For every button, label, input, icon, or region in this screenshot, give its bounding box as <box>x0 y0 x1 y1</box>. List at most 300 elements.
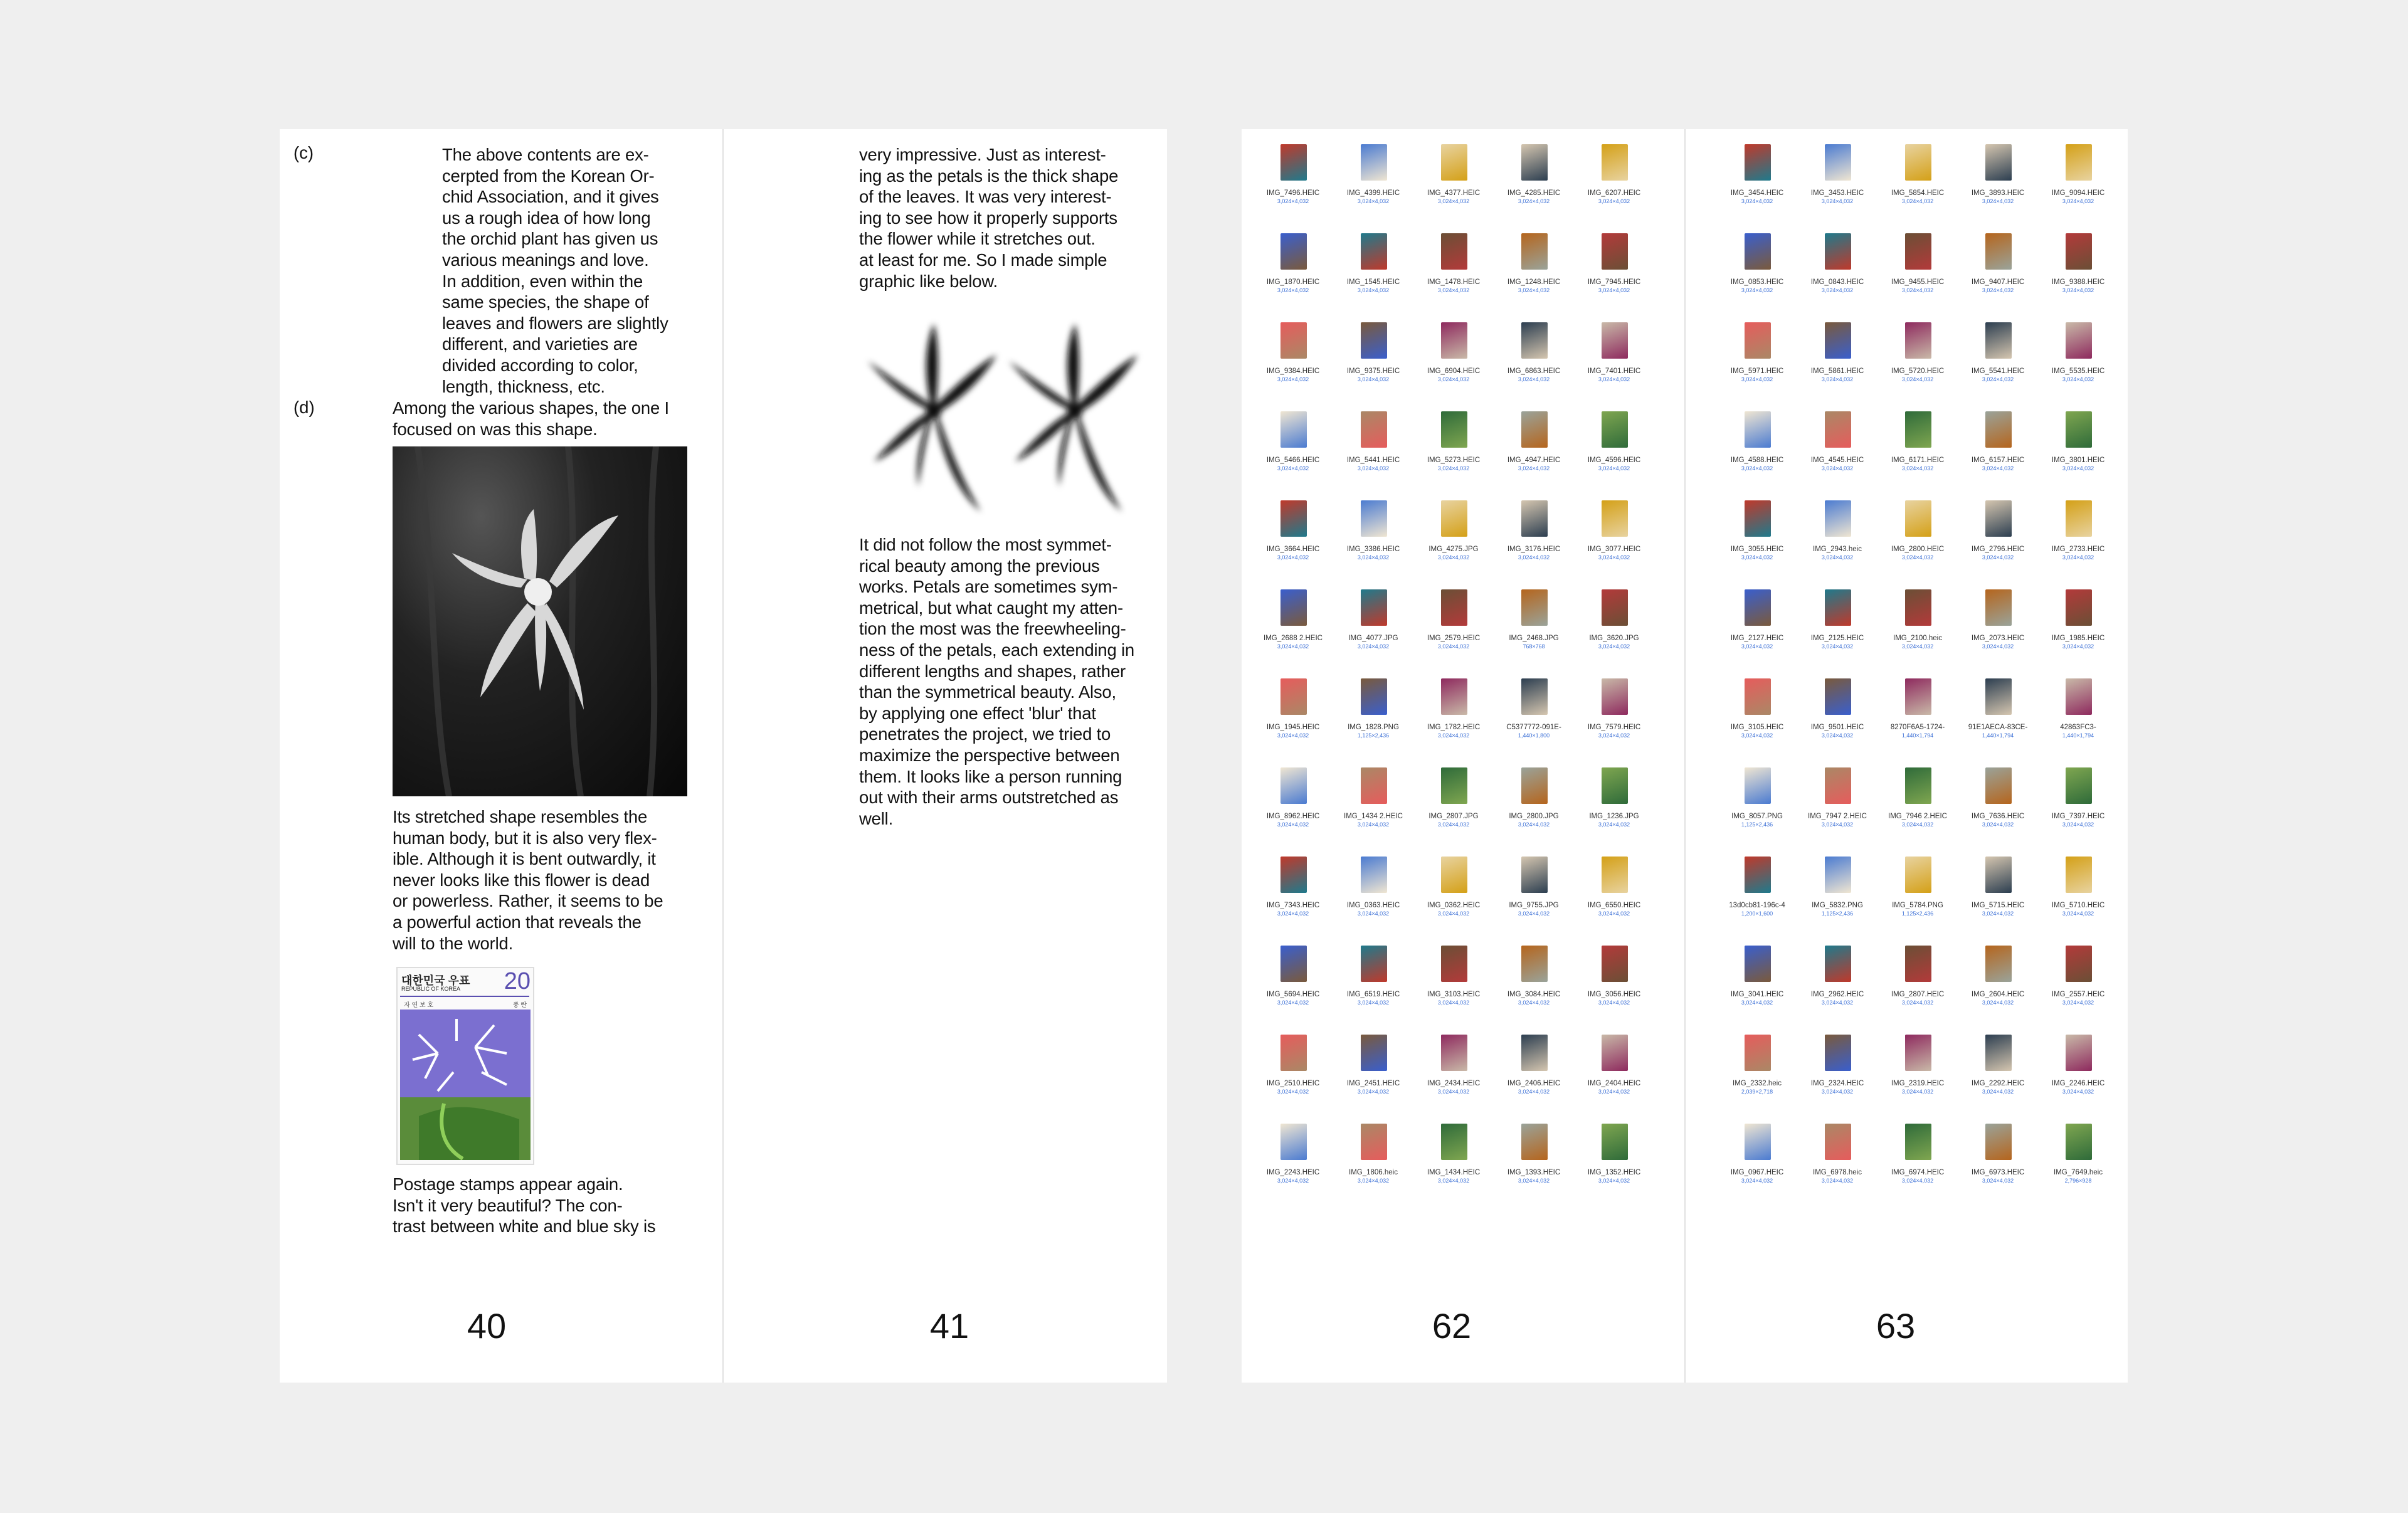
file-thumbnail[interactable] <box>1418 1032 1489 1119</box>
file-thumbnail[interactable] <box>1258 676 1328 762</box>
file-thumbnail[interactable] <box>1418 320 1489 406</box>
file-thumbnail[interactable] <box>1499 320 1569 406</box>
file-thumbnail[interactable] <box>2043 587 2113 673</box>
photo-preview <box>2066 1124 2092 1160</box>
file-dimensions: 3,024×4,032 <box>1437 732 1470 739</box>
file-name: IMG_4285.HEIC <box>1507 189 1561 197</box>
text-line: penetrates the project, we tried to <box>859 724 1111 744</box>
file-thumbnail[interactable] <box>1802 943 1872 1030</box>
photo-preview <box>1602 322 1628 359</box>
file-thumbnail[interactable] <box>1499 676 1569 762</box>
photo-preview <box>1905 589 1931 626</box>
file-thumbnail[interactable] <box>1802 676 1872 762</box>
photo-preview <box>1745 857 1771 893</box>
file-thumbnail[interactable] <box>1258 142 1328 228</box>
photo-preview <box>1521 1124 1548 1160</box>
photo-preview <box>1905 411 1931 448</box>
text-line: the flower while it stretches out. <box>859 229 1096 249</box>
file-thumbnail[interactable] <box>1963 943 2033 1030</box>
file-dimensions: 1,440×1,794 <box>1982 732 2014 739</box>
file-dimensions: 2,039×2,718 <box>1741 1089 1773 1095</box>
file-thumbnail[interactable] <box>1579 409 1649 495</box>
file-thumbnail[interactable] <box>1722 765 1792 851</box>
file-thumbnail[interactable] <box>1722 854 1792 941</box>
file-dimensions: 1,125×2,436 <box>1741 821 1773 828</box>
file-name: IMG_5535.HEIC <box>2051 367 2105 375</box>
file-thumbnail[interactable] <box>1883 676 1953 762</box>
file-dimensions: 3,024×4,032 <box>1437 999 1470 1006</box>
file-dimensions: 3,024×4,032 <box>1982 198 2014 204</box>
file-dimensions: 3,024×4,032 <box>2062 999 2094 1006</box>
file-dimensions: 3,024×4,032 <box>1277 554 1309 561</box>
page-63 <box>1686 129 2128 1383</box>
text-line: The above contents are ex- <box>442 145 649 164</box>
photo-preview <box>1361 1124 1387 1160</box>
file-dimensions: 3,024×4,032 <box>1518 287 1550 293</box>
file-dimensions: 3,024×4,032 <box>1518 198 1550 204</box>
file-name: IMG_2404.HEIC <box>1587 1080 1641 1087</box>
file-thumbnail[interactable] <box>2043 676 2113 762</box>
file-name: IMG_5466.HEIC <box>1266 456 1320 464</box>
photo-preview <box>1281 411 1307 448</box>
file-name: IMG_7397.HEIC <box>2051 813 2105 820</box>
file-dimensions: 3,024×4,032 <box>1901 465 1934 472</box>
photo-preview <box>1825 1035 1851 1071</box>
file-thumbnail[interactable] <box>1418 142 1489 228</box>
text-line: trast between white and blue sky is <box>393 1216 656 1236</box>
file-name: IMG_3105.HEIC <box>1730 724 1784 731</box>
page-number-62: 62 <box>1432 1306 1472 1346</box>
file-thumbnail[interactable] <box>1499 409 1569 495</box>
photo-preview <box>1745 589 1771 626</box>
file-thumbnail[interactable] <box>1338 1121 1408 1208</box>
file-thumbnail[interactable] <box>1258 498 1328 584</box>
file-dimensions: 3,024×4,032 <box>1518 554 1550 561</box>
spread-right <box>1242 129 2128 1383</box>
file-dimensions: 3,024×4,032 <box>1821 1178 1854 1184</box>
file-thumbnail[interactable] <box>2043 231 2113 317</box>
file-name: IMG_2100.heic <box>1893 635 1942 642</box>
file-dimensions: 3,024×4,032 <box>2062 910 2094 917</box>
file-thumbnail[interactable] <box>1722 587 1792 673</box>
photo-preview <box>1985 946 2012 982</box>
file-thumbnail[interactable] <box>1418 676 1489 762</box>
file-name: IMG_0363.HEIC <box>1346 902 1400 909</box>
file-dimensions: 3,024×4,032 <box>1437 821 1470 828</box>
file-name: IMG_0843.HEIC <box>1810 278 1864 286</box>
file-thumbnail[interactable] <box>2043 320 2113 406</box>
file-dimensions: 3,024×4,032 <box>2062 821 2094 828</box>
orchid-photo <box>393 446 687 796</box>
photo-preview <box>1985 589 2012 626</box>
file-thumbnail[interactable] <box>1963 765 2033 851</box>
file-thumbnail[interactable] <box>1883 231 1953 317</box>
file-name: IMG_2319.HEIC <box>1891 1080 1945 1087</box>
file-name: IMG_4377.HEIC <box>1427 189 1481 197</box>
file-thumbnail[interactable] <box>1579 1121 1649 1208</box>
file-thumbnail[interactable] <box>1338 1032 1408 1119</box>
file-thumbnail[interactable] <box>1579 320 1649 406</box>
file-thumbnail[interactable] <box>1258 587 1328 673</box>
file-thumbnail[interactable] <box>1499 854 1569 941</box>
photo-preview <box>1361 411 1387 448</box>
file-thumbnail[interactable] <box>1579 498 1649 584</box>
file-thumbnail[interactable] <box>1258 409 1328 495</box>
photo-preview <box>1905 678 1931 715</box>
paragraph-leaves <box>859 144 1160 292</box>
file-name: IMG_1478.HEIC <box>1427 278 1481 286</box>
text-line: Isn't it very beautiful? The con- <box>393 1195 623 1215</box>
photo-preview <box>1521 500 1548 537</box>
file-name: IMG_3454.HEIC <box>1730 189 1784 197</box>
file-thumbnail[interactable] <box>1802 409 1872 495</box>
file-thumbnail[interactable] <box>1258 943 1328 1030</box>
photo-preview <box>1905 946 1931 982</box>
file-thumbnail[interactable] <box>1802 498 1872 584</box>
photo-preview <box>1825 411 1851 448</box>
file-dimensions: 3,024×4,032 <box>1598 1089 1630 1095</box>
photo-preview <box>1745 233 1771 270</box>
file-thumbnail[interactable] <box>1802 320 1872 406</box>
photo-preview <box>1985 1035 2012 1071</box>
file-dimensions: 3,024×4,032 <box>1821 465 1854 472</box>
file-name: IMG_2557.HEIC <box>2051 991 2105 998</box>
blurred-orchid-graphic <box>862 311 1163 524</box>
text-line: maximize the perspective between <box>859 745 1120 765</box>
photo-preview <box>2066 767 2092 804</box>
file-dimensions: 3,024×4,032 <box>1437 198 1470 204</box>
paragraph-shape <box>393 806 706 954</box>
file-name: IMG_0362.HEIC <box>1427 902 1481 909</box>
text-line: a powerful action that reveals the <box>393 912 642 932</box>
file-dimensions: 1,125×2,436 <box>1901 910 1934 917</box>
photo-preview <box>1825 233 1851 270</box>
photo-preview <box>1441 767 1467 804</box>
file-thumbnail[interactable] <box>1963 142 2033 228</box>
file-thumbnail[interactable] <box>1883 854 1953 941</box>
file-thumbnail[interactable] <box>1963 1032 2033 1119</box>
file-dimensions: 3,024×4,032 <box>1982 465 2014 472</box>
photo-preview <box>1745 144 1771 181</box>
file-dimensions: 3,024×4,032 <box>1741 287 1773 293</box>
file-dimensions: 3,024×4,032 <box>1982 821 2014 828</box>
file-dimensions: 3,024×4,032 <box>1437 465 1470 472</box>
file-thumbnail[interactable] <box>1499 231 1569 317</box>
file-thumbnail[interactable] <box>1579 765 1649 851</box>
spread-left <box>280 129 1167 1383</box>
photo-preview <box>1602 678 1628 715</box>
file-thumbnail[interactable] <box>1338 587 1408 673</box>
file-dimensions: 3,024×4,032 <box>1598 1178 1630 1184</box>
file-dimensions: 3,024×4,032 <box>1821 198 1854 204</box>
file-thumbnail[interactable] <box>1579 1032 1649 1119</box>
file-thumbnail[interactable] <box>2043 854 2113 941</box>
photo-preview <box>1825 946 1851 982</box>
file-thumbnail[interactable] <box>1802 587 1872 673</box>
text-line: ness of the petals, each extending in <box>859 640 1135 660</box>
file-thumbnail[interactable] <box>1338 498 1408 584</box>
file-thumbnail[interactable] <box>1802 231 1872 317</box>
file-name: IMG_2579.HEIC <box>1427 635 1481 642</box>
photo-preview <box>1521 767 1548 804</box>
file-dimensions: 3,024×4,032 <box>1821 732 1854 739</box>
file-name: IMG_9094.HEIC <box>2051 189 2105 197</box>
photo-preview <box>1905 1035 1931 1071</box>
photo-preview <box>1441 946 1467 982</box>
text-line: Its stretched shape resembles the <box>393 807 648 826</box>
photo-preview <box>1521 946 1548 982</box>
file-thumbnail[interactable] <box>1499 943 1569 1030</box>
file-thumbnail[interactable] <box>2043 498 2113 584</box>
file-thumbnail[interactable] <box>1418 587 1489 673</box>
file-thumbnail[interactable] <box>1963 1121 2033 1208</box>
file-dimensions: 3,024×4,032 <box>2062 376 2094 382</box>
file-thumbnail[interactable] <box>1338 320 1408 406</box>
file-thumbnail[interactable] <box>1963 231 2033 317</box>
file-thumbnail[interactable] <box>1722 498 1792 584</box>
file-thumbnail[interactable] <box>1963 409 2033 495</box>
file-name: IMG_7496.HEIC <box>1266 189 1320 197</box>
file-name: IMG_2688 2.HEIC <box>1264 635 1323 642</box>
file-dimensions: 768×768 <box>1523 643 1545 650</box>
file-name: C5377772-091E- <box>1506 724 1561 731</box>
file-thumbnail[interactable] <box>1499 142 1569 228</box>
file-thumbnail[interactable] <box>1258 1032 1328 1119</box>
file-thumbnail[interactable] <box>1418 765 1489 851</box>
photo-preview <box>1905 857 1931 893</box>
file-thumbnail[interactable] <box>1418 409 1489 495</box>
photo-preview <box>1361 857 1387 893</box>
photo-preview <box>1361 946 1387 982</box>
file-thumbnail[interactable] <box>1579 142 1649 228</box>
file-thumbnail[interactable] <box>1579 231 1649 317</box>
photo-preview <box>1905 1124 1931 1160</box>
file-dimensions: 3,024×4,032 <box>2062 198 2094 204</box>
file-thumbnail[interactable] <box>1338 409 1408 495</box>
file-thumbnail[interactable] <box>1258 1121 1328 1208</box>
file-thumbnail[interactable] <box>1883 587 1953 673</box>
file-name: IMG_7343.HEIC <box>1266 902 1320 909</box>
file-dimensions: 3,024×4,032 <box>1518 376 1550 382</box>
photo-preview <box>1441 322 1467 359</box>
page-40 <box>280 129 722 1383</box>
file-thumbnail[interactable] <box>1499 765 1569 851</box>
file-name: IMG_6978.heic <box>1813 1169 1862 1176</box>
marker-d: (d) <box>293 398 315 417</box>
file-thumbnail[interactable] <box>1338 765 1408 851</box>
file-thumbnail[interactable] <box>1418 854 1489 941</box>
file-thumbnail[interactable] <box>2043 765 2113 851</box>
photo-preview <box>1281 767 1307 804</box>
file-thumbnail[interactable] <box>1338 854 1408 941</box>
file-name: IMG_2434.HEIC <box>1427 1080 1481 1087</box>
file-thumbnail[interactable] <box>1722 676 1792 762</box>
file-dimensions: 3,024×4,032 <box>1741 1178 1773 1184</box>
photo-preview <box>1602 857 1628 893</box>
photo-preview <box>1521 1035 1548 1071</box>
file-name: IMG_2733.HEIC <box>2051 546 2105 553</box>
file-thumbnail[interactable] <box>2043 142 2113 228</box>
file-dimensions: 3,024×4,032 <box>1598 554 1630 561</box>
file-thumbnail[interactable] <box>1963 498 2033 584</box>
file-name: IMG_9755.JPG <box>1509 902 1559 909</box>
file-thumbnail[interactable] <box>1258 320 1328 406</box>
file-thumbnail[interactable] <box>1722 142 1792 228</box>
file-thumbnail[interactable] <box>1883 320 1953 406</box>
photo-preview <box>1905 144 1931 181</box>
file-thumbnail[interactable] <box>1722 409 1792 495</box>
file-name: IMG_1985.HEIC <box>2051 635 2105 642</box>
file-name: 42863FC3- <box>2060 724 2096 731</box>
photo-preview <box>1905 767 1931 804</box>
file-dimensions: 3,024×4,032 <box>1437 910 1470 917</box>
file-thumbnail[interactable] <box>1802 854 1872 941</box>
file-dimensions: 3,024×4,032 <box>1821 643 1854 650</box>
file-name: IMG_1782.HEIC <box>1427 724 1481 731</box>
file-thumbnail[interactable] <box>1802 1121 1872 1208</box>
file-name: IMG_1248.HEIC <box>1507 278 1561 286</box>
file-thumbnail[interactable] <box>1722 231 1792 317</box>
file-dimensions: 3,024×4,032 <box>1741 198 1773 204</box>
text-line: ible. Although it is bent outwardly, it <box>393 849 656 869</box>
photo-preview <box>1745 678 1771 715</box>
file-thumbnail[interactable] <box>1579 587 1649 673</box>
file-thumbnail[interactable] <box>1883 1121 1953 1208</box>
photo-preview <box>1825 767 1851 804</box>
file-thumbnail[interactable] <box>1258 765 1328 851</box>
file-thumbnail[interactable] <box>1258 231 1328 317</box>
text-line: or powerless. Rather, it seems to be <box>393 891 663 911</box>
file-dimensions: 3,024×4,032 <box>1437 376 1470 382</box>
file-thumbnail[interactable] <box>1963 854 2033 941</box>
file-thumbnail[interactable] <box>1883 142 1953 228</box>
text-line: focused on was this shape. <box>393 419 598 439</box>
file-thumbnail[interactable] <box>2043 1121 2113 1208</box>
text-line: tion the most was the freewheeling- <box>859 619 1126 639</box>
file-dimensions: 3,024×4,032 <box>1598 821 1630 828</box>
file-thumbnail[interactable] <box>1499 1121 1569 1208</box>
file-thumbnail[interactable] <box>1963 676 2033 762</box>
file-dimensions: 1,440×1,794 <box>2062 732 2094 739</box>
file-dimensions: 3,024×4,032 <box>1982 376 2014 382</box>
file-dimensions: 3,024×4,032 <box>2062 287 2094 293</box>
file-thumbnail[interactable] <box>1883 1032 1953 1119</box>
file-name: IMG_5854.HEIC <box>1891 189 1945 197</box>
file-thumbnail[interactable] <box>1418 1121 1489 1208</box>
file-dimensions: 3,024×4,032 <box>1821 376 1854 382</box>
file-dimensions: 3,024×4,032 <box>1357 376 1390 382</box>
photo-preview <box>1602 233 1628 270</box>
stamp-caption-right: 풍 란 <box>512 1002 527 1009</box>
file-dimensions: 3,024×4,032 <box>1901 999 1934 1006</box>
file-thumbnail[interactable] <box>1722 1121 1792 1208</box>
file-name: IMG_3386.HEIC <box>1346 546 1400 553</box>
file-name: IMG_6973.HEIC <box>1971 1169 2025 1176</box>
text-line: different lengths and shapes, rather <box>859 661 1126 681</box>
file-thumbnail[interactable] <box>1418 231 1489 317</box>
file-thumbnail[interactable] <box>1418 943 1489 1030</box>
file-dimensions: 3,024×4,032 <box>1598 287 1630 293</box>
file-thumbnail[interactable] <box>1883 943 1953 1030</box>
file-thumbnail[interactable] <box>1802 142 1872 228</box>
file-dimensions: 3,024×4,032 <box>1277 465 1309 472</box>
file-name: IMG_4588.HEIC <box>1730 456 1784 464</box>
file-thumbnail[interactable] <box>2043 409 2113 495</box>
photo-preview <box>1745 1035 1771 1071</box>
file-thumbnail[interactable] <box>2043 943 2113 1030</box>
file-thumbnail[interactable] <box>1722 1032 1792 1119</box>
file-thumbnail[interactable] <box>1338 142 1408 228</box>
photo-preview <box>1985 767 2012 804</box>
file-name: 8270F6A5-1724- <box>1890 724 1945 731</box>
photo-preview <box>1985 322 2012 359</box>
file-name: IMG_2604.HEIC <box>1971 991 2025 998</box>
file-thumbnail[interactable] <box>1579 943 1649 1030</box>
file-thumbnail[interactable] <box>1963 320 2033 406</box>
text-line: works. Petals are sometimes sym- <box>859 577 1118 597</box>
file-thumbnail[interactable] <box>1418 498 1489 584</box>
page-number-63: 63 <box>1876 1306 1916 1346</box>
photo-preview <box>1745 946 1771 982</box>
file-thumbnail[interactable] <box>1883 765 1953 851</box>
file-thumbnail[interactable] <box>1963 587 2033 673</box>
file-name: IMG_1434.HEIC <box>1427 1169 1481 1176</box>
file-thumbnail[interactable] <box>1258 854 1328 941</box>
file-thumbnail[interactable] <box>1499 498 1569 584</box>
file-dimensions: 3,024×4,032 <box>1277 821 1309 828</box>
file-name: IMG_3084.HEIC <box>1507 991 1561 998</box>
photo-preview <box>1281 1124 1307 1160</box>
file-name: IMG_4947.HEIC <box>1507 456 1561 464</box>
photo-preview <box>1905 322 1931 359</box>
file-thumbnail[interactable] <box>1883 498 1953 584</box>
paragraph-symmetry <box>859 534 1160 829</box>
file-dimensions: 3,024×4,032 <box>1901 376 1934 382</box>
file-thumbnail[interactable] <box>1883 409 1953 495</box>
file-thumbnail[interactable] <box>1802 765 1872 851</box>
file-dimensions: 3,024×4,032 <box>1437 643 1470 650</box>
file-dimensions: 3,024×4,032 <box>1821 821 1854 828</box>
photo-preview <box>1745 322 1771 359</box>
file-thumbnail[interactable] <box>1579 854 1649 941</box>
file-thumbnail[interactable] <box>1802 1032 1872 1119</box>
file-thumbnail[interactable] <box>1499 1032 1569 1119</box>
text-line: It did not follow the most symmet- <box>859 535 1112 554</box>
file-thumbnail[interactable] <box>1579 676 1649 762</box>
file-name: IMG_2125.HEIC <box>1810 635 1864 642</box>
file-thumbnail[interactable] <box>1722 320 1792 406</box>
file-dimensions: 3,024×4,032 <box>1277 287 1309 293</box>
text-line: very impressive. Just as interest- <box>859 145 1106 164</box>
file-dimensions: 3,024×4,032 <box>1598 999 1630 1006</box>
file-thumbnail[interactable] <box>1338 676 1408 762</box>
file-name: IMG_5710.HEIC <box>2051 902 2105 909</box>
file-name: 91E1AECA-83CE- <box>1968 724 2028 731</box>
file-name: IMG_3620.JPG <box>1589 635 1639 642</box>
text-line: ing as the petals is the thick shape <box>859 166 1119 186</box>
file-name: IMG_7946 2.HEIC <box>1888 813 1947 820</box>
file-thumbnail[interactable] <box>1499 587 1569 673</box>
photo-preview <box>1602 500 1628 537</box>
file-thumbnail[interactable] <box>1338 231 1408 317</box>
file-thumbnail[interactable] <box>1722 943 1792 1030</box>
file-thumbnail[interactable] <box>2043 1032 2113 1119</box>
file-name: IMG_3176.HEIC <box>1507 546 1561 553</box>
photo-preview <box>1361 678 1387 715</box>
file-thumbnail[interactable] <box>1338 943 1408 1030</box>
photo-preview <box>2066 500 2092 537</box>
text-line: rical beauty among the previous <box>859 556 1100 576</box>
